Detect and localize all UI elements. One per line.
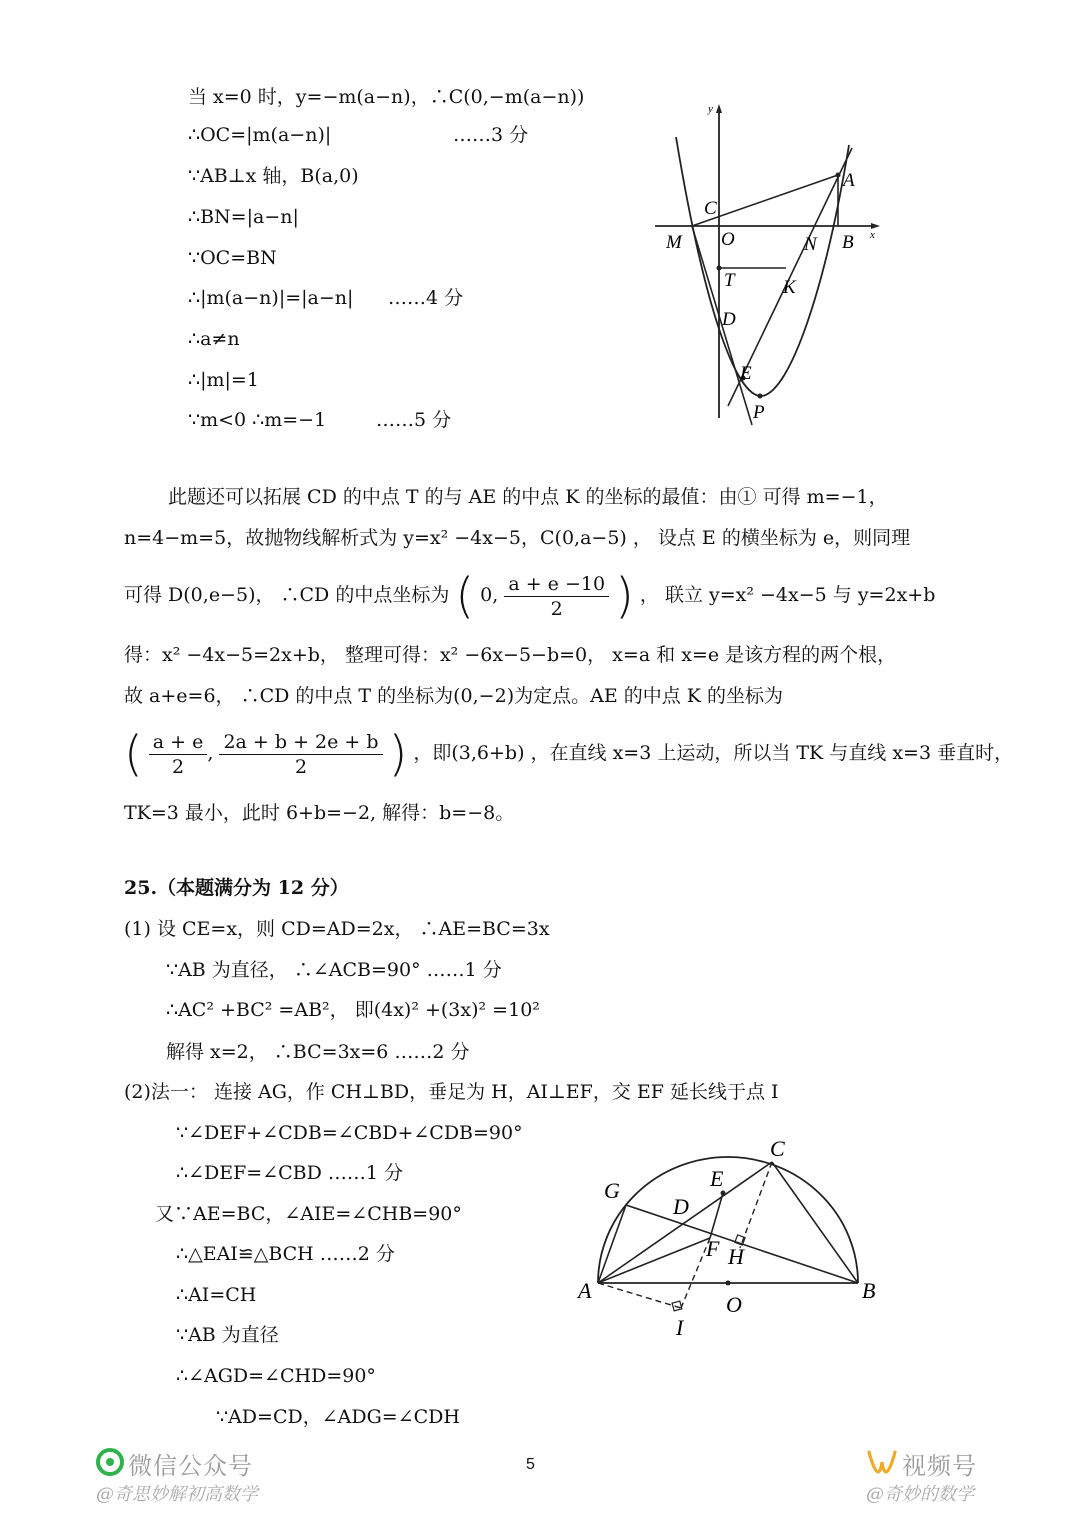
channels-title: 视频号 xyxy=(902,1452,977,1480)
ext-line-5: 故 a+e=6， ∴CD 的中点 T 的坐标为(0,−2)为定点。AE 的中点 K 的坐标为 xyxy=(124,685,784,707)
label-E: E xyxy=(740,363,752,384)
q25-line-5: (2)法一： 连接 AG，作 CH⊥BD，垂足为 H，AI⊥EF，交 EF 延长线于点 I xyxy=(124,1081,779,1103)
p24-line-3: ∵AB⊥x 轴，B(a,0) xyxy=(188,165,359,187)
p24-line-7: ∴a≠n xyxy=(188,328,240,350)
parabola-figure xyxy=(640,95,890,440)
k-y-fraction xyxy=(219,730,382,779)
q25-line-11: ∵AB 为直径 xyxy=(176,1324,279,1346)
p24-line-8: ∴|m|=1 xyxy=(188,369,259,391)
p24-line-1: 当 x=0 时，y=−m(a−n)，∴C(0,−m(a−n)) xyxy=(188,86,585,108)
p24-score-4: ……4 分 xyxy=(388,287,464,309)
label-A: A xyxy=(578,1278,592,1303)
label-K: K xyxy=(783,277,796,298)
chord-AG xyxy=(598,1205,626,1283)
label-x: x xyxy=(870,229,875,241)
line-AI xyxy=(598,1283,681,1308)
p24-score-3: ……3 分 xyxy=(453,124,529,146)
q25-line-9: ∴△EAI≌△BCH ……2 分 xyxy=(176,1243,395,1265)
q25-line-13: ∵AD=CD，∠ADG=∠CDH xyxy=(216,1406,460,1428)
ext-line-3b: ， 联立 y=x² −4x−5 与 y=2x+b xyxy=(639,584,936,606)
q25-line-10: ∴AI=CH xyxy=(176,1284,257,1306)
q25-line-6: ∵∠DEF+∠CDB=∠CBD+∠CDB=90° xyxy=(176,1122,523,1144)
ext-line-6: ( $\frac{a + e}{2}$ , $\frac{2a + b + 2e + b}{2}$ ) ，即(3,6+b) ，在直线 x=3 上运动，所以当 TK 与直线 x=3 垂直时， xyxy=(124,726,1014,782)
q25-line-4: 解得 x=2， ∴BC=3x=6 ……2 分 xyxy=(166,1041,470,1063)
p24-line-9: ∵m<0 ∴m=−1 xyxy=(188,409,327,431)
label-E: E xyxy=(710,1166,724,1191)
p24-score-5: ……5 分 xyxy=(376,409,452,431)
ext-line-7: TK=3 最小，此时 6+b=−2, 解得：b=−8。 xyxy=(124,802,515,824)
parabola-curve xyxy=(676,137,849,396)
label-I: I xyxy=(676,1315,684,1340)
cd-mid-num: a + e −10 xyxy=(504,572,609,597)
label-H: H xyxy=(728,1244,744,1269)
chord-CB xyxy=(772,1162,858,1283)
label-O: O xyxy=(726,1292,742,1317)
k-x-fraction xyxy=(149,730,208,779)
label-y: y xyxy=(708,103,713,115)
semicircle-figure xyxy=(570,1130,890,1350)
right-angle-I xyxy=(672,1301,682,1311)
ext-line-4: 得：x² −4x−5=2x+b， 整理可得：x² −6x−5−b=0， x=a 和 x=e 是该方程的两个根， xyxy=(124,644,897,666)
label-P: P xyxy=(753,402,765,423)
p24-line-2: ∴OC=|m(a−n)| xyxy=(188,124,332,146)
label-O: O xyxy=(721,229,735,250)
k-x-den: 2 xyxy=(172,755,185,778)
cd-midpoint-fraction xyxy=(504,572,609,621)
line-CH xyxy=(740,1162,772,1248)
label-N: N xyxy=(804,234,817,255)
k-y-num: 2a + b + 2e + b xyxy=(219,730,382,755)
ext-line-6b: ，即(3,6+b) ，在直线 x=3 上运动，所以当 TK 与直线 x=3 垂直时， xyxy=(413,742,1014,764)
wechat-title: 微信公众号 xyxy=(128,1452,253,1480)
q25-line-3: ∴AC² +BC² =AB²， 即(4x)² +(3x)² =10² xyxy=(166,999,540,1021)
q25-line-8: 又∵AE=BC，∠AIE=∠CHB=90° xyxy=(155,1203,462,1225)
p24-line-5: ∵OC=BN xyxy=(188,247,277,269)
k-x-num: a + e xyxy=(149,730,208,755)
ext-line-3a: 可得 D(0,e−5)， ∴CD 的中点坐标为 xyxy=(124,584,450,606)
label-T: T xyxy=(724,270,735,291)
wechat-logo-icon xyxy=(96,1448,124,1476)
p24-line-4: ∴BN=|a−n| xyxy=(188,206,299,228)
label-A: A xyxy=(843,170,855,191)
label-B: B xyxy=(862,1278,876,1303)
ext-line-1: 此题还可以拓展 CD 的中点 T 的与 AE 的中点 K 的坐标的最值：由① 可得 m=−1， xyxy=(168,486,888,508)
cd-mid-den: 2 xyxy=(550,597,563,620)
p24-line-6: ∴|m(a−n)|=|a−n| xyxy=(188,287,354,309)
channels-account: @奇妙的数学 xyxy=(866,1484,974,1505)
ext-frac-prefix: 0, xyxy=(480,584,499,606)
wechat-account: @奇思妙解初高数学 xyxy=(96,1484,258,1505)
q25-line-1: (1) 设 CE=x，则 CD=AD=2x， ∴AE=BC=3x xyxy=(124,918,550,940)
q25-line-12: ∴∠AGD=∠CHD=90° xyxy=(176,1365,376,1387)
label-D: D xyxy=(722,309,736,330)
page-number: 5 xyxy=(526,1456,535,1473)
label-C: C xyxy=(770,1136,785,1161)
channels-logo-icon xyxy=(866,1448,898,1476)
ext-line-2: n=4−m=5，故抛物线解析式为 y=x² −4x−5，C(0,a−5) ， 设点 E 的横坐标为 e，则同理 xyxy=(124,527,911,549)
q25-heading: 25.（本题满分为 12 分） xyxy=(124,877,349,899)
k-y-den: 2 xyxy=(294,755,308,778)
chord-AC xyxy=(598,1162,772,1283)
label-G: G xyxy=(604,1178,620,1203)
label-F: F xyxy=(706,1236,720,1261)
label-B: B xyxy=(842,232,854,253)
q25-line-7: ∴∠DEF=∠CBD ……1 分 xyxy=(176,1162,404,1184)
label-M: M xyxy=(666,232,682,253)
label-D: D xyxy=(673,1194,689,1219)
q25-line-2: ∵AB 为直径， ∴∠ACB=90° ……1 分 xyxy=(166,959,502,981)
label-C: C xyxy=(704,198,717,219)
ext-line-3: 可得 D(0,e−5)， ∴CD 的中点坐标为 ( 0, $\frac{a + e -10}{2}$ ) ， 联立 y=x² −4x−5 与 y=2x+b xyxy=(124,568,936,624)
